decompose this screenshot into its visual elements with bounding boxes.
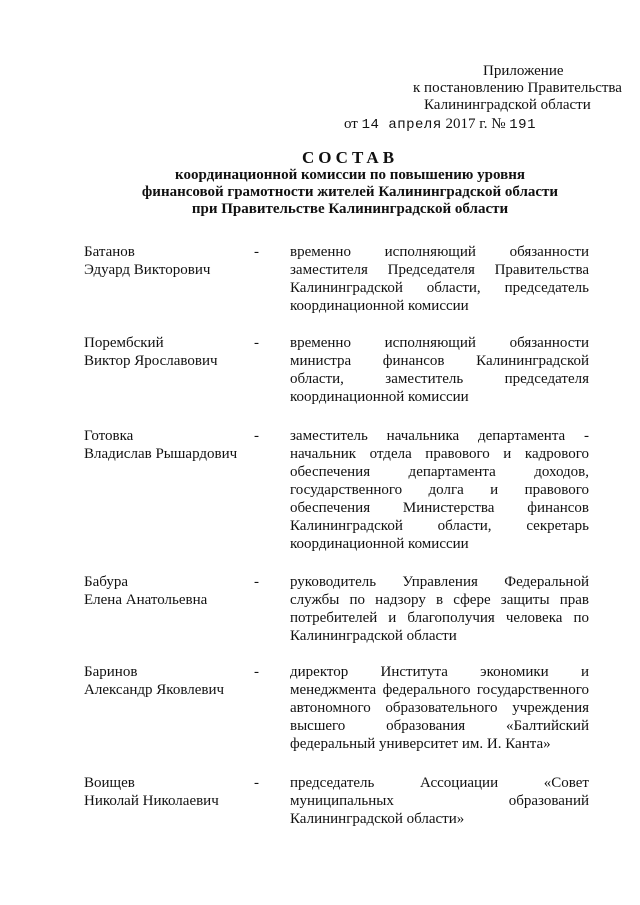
member-name — [84, 427, 249, 463]
member-name — [84, 243, 249, 279]
member-dash: - — [254, 664, 259, 680]
member-role: председатель Ассоциации «Совет муниципальных образований Калининградской области» — [290, 775, 589, 827]
member-name — [84, 774, 249, 810]
member-dash: - — [254, 244, 259, 260]
date-year: 2017 г. № — [445, 116, 506, 132]
subtitle-line-2: финансовой грамотности жителей Калининградской области — [141, 184, 559, 200]
member-dash: - — [254, 428, 259, 444]
decree-date-line — [344, 116, 536, 134]
member-surname: Баринов — [84, 664, 138, 680]
member-role: заместитель начальника департамента - начальник отдела правового и кадрового обеспечения департамента доходов, государственного долга и правового обеспечения Министерства финансов Калининградской области, секретарь координационной комиссии — [290, 428, 589, 552]
member-role: временно исполняющий обязанности министра финансов Калининградской области, заместитель председателя координационной комиссии — [290, 335, 589, 405]
member-dash: - — [254, 335, 259, 351]
member-name — [84, 573, 249, 609]
member-dash: - — [254, 775, 259, 791]
member-name — [84, 334, 249, 370]
appendix-decree: к постановлению Правительства — [413, 80, 622, 96]
date-prefix: от — [344, 116, 358, 132]
member-given-name: Николай Николаевич — [84, 793, 219, 809]
subtitle-line-1: координационной комиссии по повышению уровня — [175, 167, 525, 183]
member-surname: Готовка — [84, 428, 134, 444]
decree-number: 191 — [509, 117, 536, 133]
member-given-name: Александр Яковлевич — [84, 682, 225, 698]
member-name — [84, 663, 249, 699]
date-handwritten: 14 апреля — [361, 117, 442, 133]
appendix-label: Приложение — [483, 63, 564, 79]
member-given-name: Елена Анатольевна — [84, 592, 208, 608]
member-dash: - — [254, 574, 259, 590]
member-role: директор Института экономики и менеджмента федерального государственного автономного образовательного учреждения высшего образования «Балтийский федеральный университет им. И. Канта» — [290, 664, 589, 752]
member-role: руководитель Управления Федеральной службы по надзору в сфере защиты прав потребителей и благополучия человека по Калининградской области — [290, 574, 589, 644]
member-surname: Бабура — [84, 574, 128, 590]
member-surname: Батанов — [84, 244, 135, 260]
member-given-name: Эдуард Викторович — [84, 262, 211, 278]
member-role: временно исполняющий обязанности заместителя Председателя Правительства Калининградской области, председатель координационной комиссии — [290, 244, 589, 314]
document-subtitle — [60, 167, 640, 218]
subtitle-line-3: при Правительстве Калининградской области — [191, 201, 509, 217]
appendix-region: Калининградской области — [424, 97, 591, 113]
member-surname: Порембский — [84, 335, 164, 351]
document-title: СОСТАВ — [301, 148, 399, 167]
member-given-name: Виктор Ярославович — [84, 353, 218, 369]
member-given-name: Владислав Рышардович — [84, 446, 238, 462]
member-surname: Воищев — [84, 775, 135, 791]
